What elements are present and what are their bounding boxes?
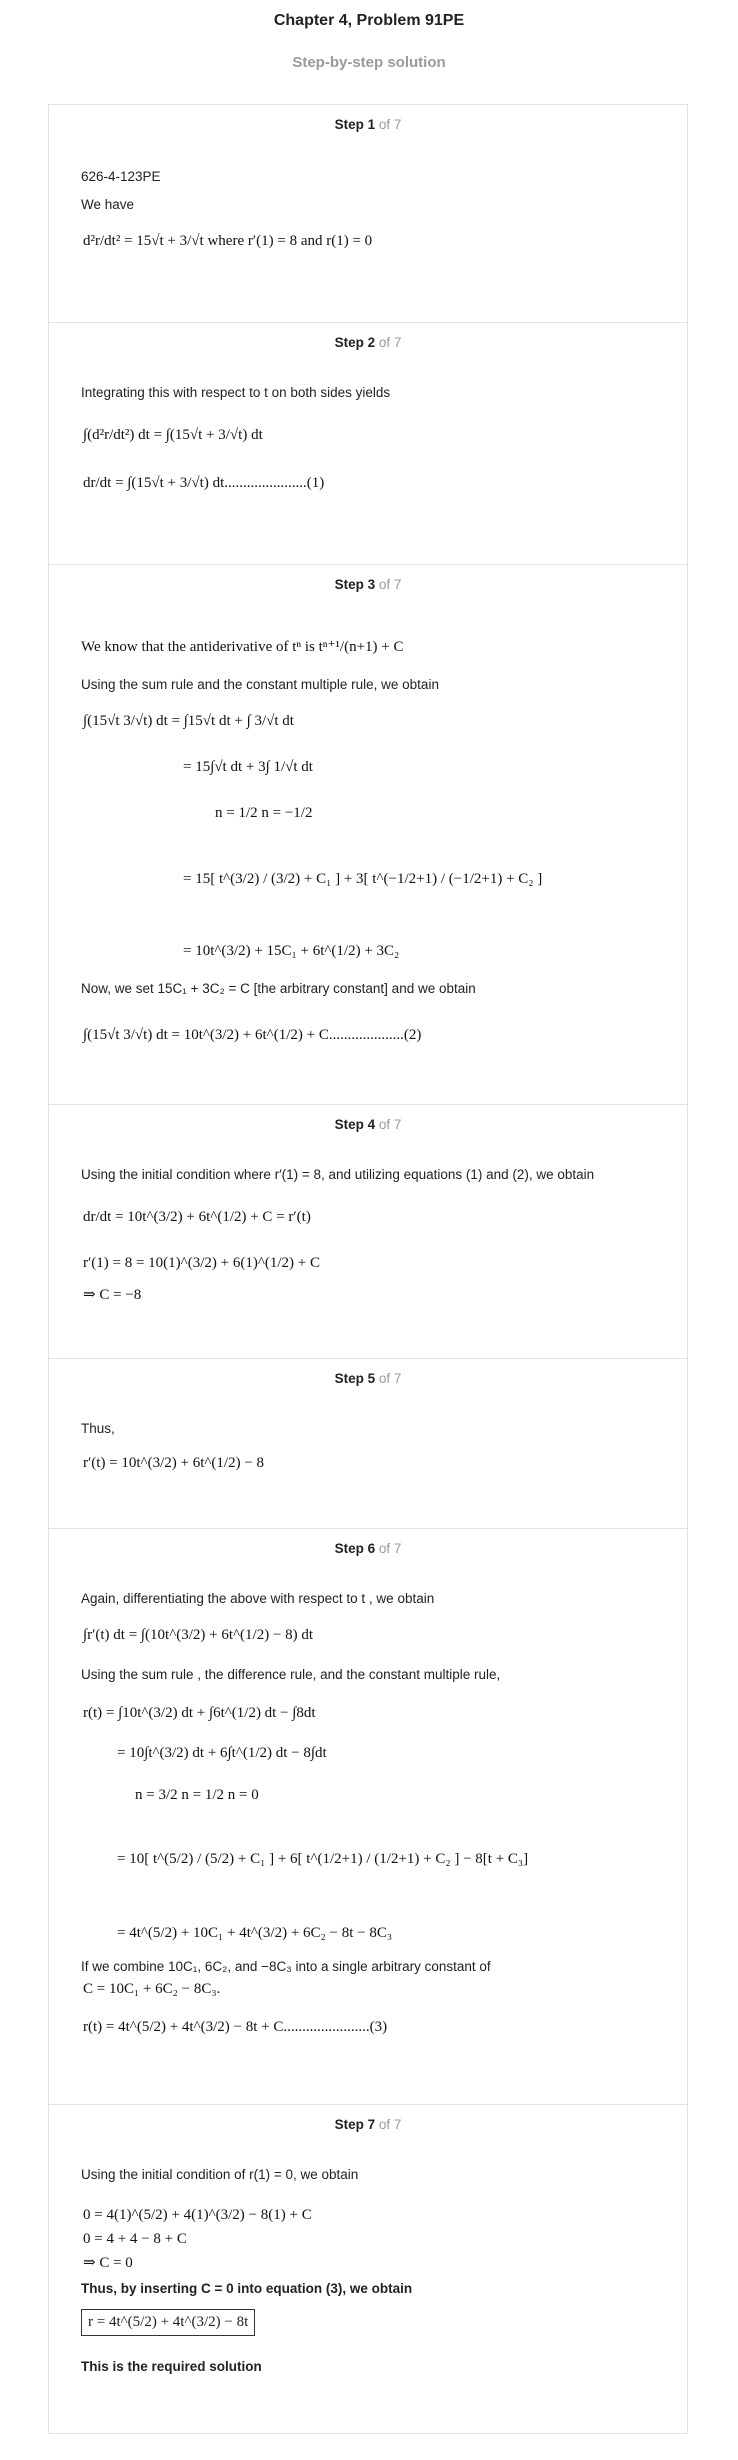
step-6-line-8: = 4t^(5/2) + 10C₁ + 4t^(3/2) + 6C₂ − 8t − 8C₃ (117, 1925, 393, 1941)
step-6-line-2: ∫r′(t) dt = ∫(10t^(3/2) + 6t^(1/2) − 8) dt (83, 1627, 314, 1643)
step-7-line-3: 0 = 4 + 4 − 8 + C (83, 2231, 187, 2247)
step-2-line-1: Integrating this with respect to t on both sides yields (81, 385, 391, 400)
step-7-line-4: ⇒ C = 0 (83, 2255, 133, 2271)
step-4-line-1: Using the initial condition where r′(1) = 8, and utilizing equations (1) and (2), we obtain (81, 1167, 595, 1182)
page-title: Chapter 4, Problem 91PE (273, 12, 465, 29)
step-6 (49, 1529, 687, 2105)
step-6-number: Step 6 (334, 1541, 376, 1556)
step-3-line-6: = 15[ t^(3/2) / (3/2) + C₁ ] + 3[ t^(−1/2+1) / (−1/2+1) + C₂ ] (183, 871, 543, 887)
step-3-line-9: ∫(15√t 3/√t) dt = 10t^(3/2) + 6t^(1/2) + C....................(2) (83, 1027, 422, 1043)
step-2 (49, 323, 687, 565)
step-2-number: Step 2 (334, 335, 376, 350)
step-7-line-2: 0 = 4(1)^(5/2) + 4(1)^(3/2) − 8(1) + C (83, 2207, 312, 2223)
step-3-line-7: = 10t^(3/2) + 15C₁ + 6t^(1/2) + 3C₂ (183, 943, 400, 959)
step-7-line-1: Using the initial condition of r(1) = 0, we obtain (81, 2167, 359, 2182)
step-5-number: Step 5 (334, 1371, 376, 1386)
step-6-line-11: r(t) = 4t^(5/2) + 4t^(3/2) − 8t + C.......................(3) (83, 2019, 388, 2035)
step-6-line-10: C = 10C₁ + 6C₂ − 8C₃. (83, 1981, 221, 1997)
step-5 (49, 1359, 687, 1529)
step-3-line-3: ∫(15√t 3/√t) dt = ∫15√t dt + ∫ 3/√t dt (83, 713, 294, 729)
step-6-line-4: r(t) = ∫10t^(3/2) dt + ∫6t^(1/2) dt − ∫8dt (83, 1705, 316, 1721)
step-6-line-5: = 10∫t^(3/2) dt + 6∫t^(1/2) dt − 8∫dt (117, 1745, 327, 1761)
step-7 (49, 2105, 687, 2433)
step-7-total: of 7 (378, 2117, 402, 2132)
step-1-number: Step 1 (334, 117, 376, 132)
step-1-total: of 7 (378, 117, 402, 132)
step-4-line-3: r′(1) = 8 = 10(1)^(3/2) + 6(1)^(1/2) + C (83, 1255, 320, 1271)
step-3-line-4: = 15∫√t dt + 3∫ 1/√t dt (183, 759, 313, 775)
step-3 (49, 565, 687, 1105)
step-2-line-2: ∫(d²r/dt²) dt = ∫(15√t + 3/√t) dt (83, 427, 263, 443)
step-1-header (49, 117, 687, 132)
step-5-total: of 7 (378, 1371, 402, 1386)
step-7-header (49, 2117, 687, 2132)
step-7-line-5: Thus, by inserting C = 0 into equation (3), we obtain (81, 2281, 413, 2296)
step-6-line-3: Using the sum rule , the difference rule, and the constant multiple rule, (81, 1667, 501, 1682)
step-6-line-9: If we combine 10C₁, 6C₂, and −8C₃ into a single arbitrary constant of (81, 1959, 491, 1974)
step-4-number: Step 4 (334, 1117, 376, 1132)
step-5-line-2: r′(t) = 10t^(3/2) + 6t^(1/2) − 8 (83, 1455, 265, 1471)
step-7-line-7: This is the required solution (81, 2359, 262, 2374)
step-1-line-1: 626-4-123PE (81, 169, 161, 184)
step-4 (49, 1105, 687, 1359)
step-5-header (49, 1371, 687, 1386)
step-6-header (49, 1541, 687, 1556)
step-4-header (49, 1117, 687, 1132)
step-3-line-5: n = 1/2 n = −1/2 (215, 805, 313, 821)
step-2-total: of 7 (378, 335, 402, 350)
step-4-line-2: dr/dt = 10t^(3/2) + 6t^(1/2) + C = r′(t) (83, 1209, 311, 1225)
step-7-number: Step 7 (334, 2117, 376, 2132)
step-4-line-4: ⇒ C = −8 (83, 1287, 142, 1303)
solution-card (48, 104, 688, 2434)
step-3-line-8: Now, we set 15C₁ + 3C₂ = C [the arbitrary constant] and we obtain (81, 981, 476, 996)
step-6-line-7: = 10[ t^(5/2) / (5/2) + C₁ ] + 6[ t^(1/2+1) / (1/2+1) + C₂ ] − 8[t + C₃] (117, 1851, 529, 1867)
step-1 (49, 105, 687, 323)
step-2-header (49, 335, 687, 350)
step-6-line-1: Again, differentiating the above with respect to t , we obtain (81, 1591, 435, 1606)
step-3-number: Step 3 (334, 577, 376, 592)
step-1-line-3: d²r/dt² = 15√t + 3/√t where r′(1) = 8 and r(1) = 0 (83, 233, 373, 249)
step-4-total: of 7 (378, 1117, 402, 1132)
step-1-line-2: We have (81, 197, 135, 212)
step-3-header (49, 577, 687, 592)
final-answer-box: r = 4t^(5/2) + 4t^(3/2) − 8t (81, 2309, 255, 2336)
step-6-line-6: n = 3/2 n = 1/2 n = 0 (135, 1787, 259, 1803)
step-3-line-1: We know that the antiderivative of tⁿ is tⁿ⁺¹/(n+1) + C (81, 639, 404, 655)
step-3-total: of 7 (378, 577, 402, 592)
step-2-line-3: dr/dt = ∫(15√t + 3/√t) dt......................(1) (83, 475, 325, 491)
step-6-total: of 7 (378, 1541, 402, 1556)
step-5-line-1: Thus, (81, 1421, 115, 1436)
step-3-line-2: Using the sum rule and the constant multiple rule, we obtain (81, 677, 439, 692)
page-subtitle: Step-by-step solution (292, 54, 446, 71)
